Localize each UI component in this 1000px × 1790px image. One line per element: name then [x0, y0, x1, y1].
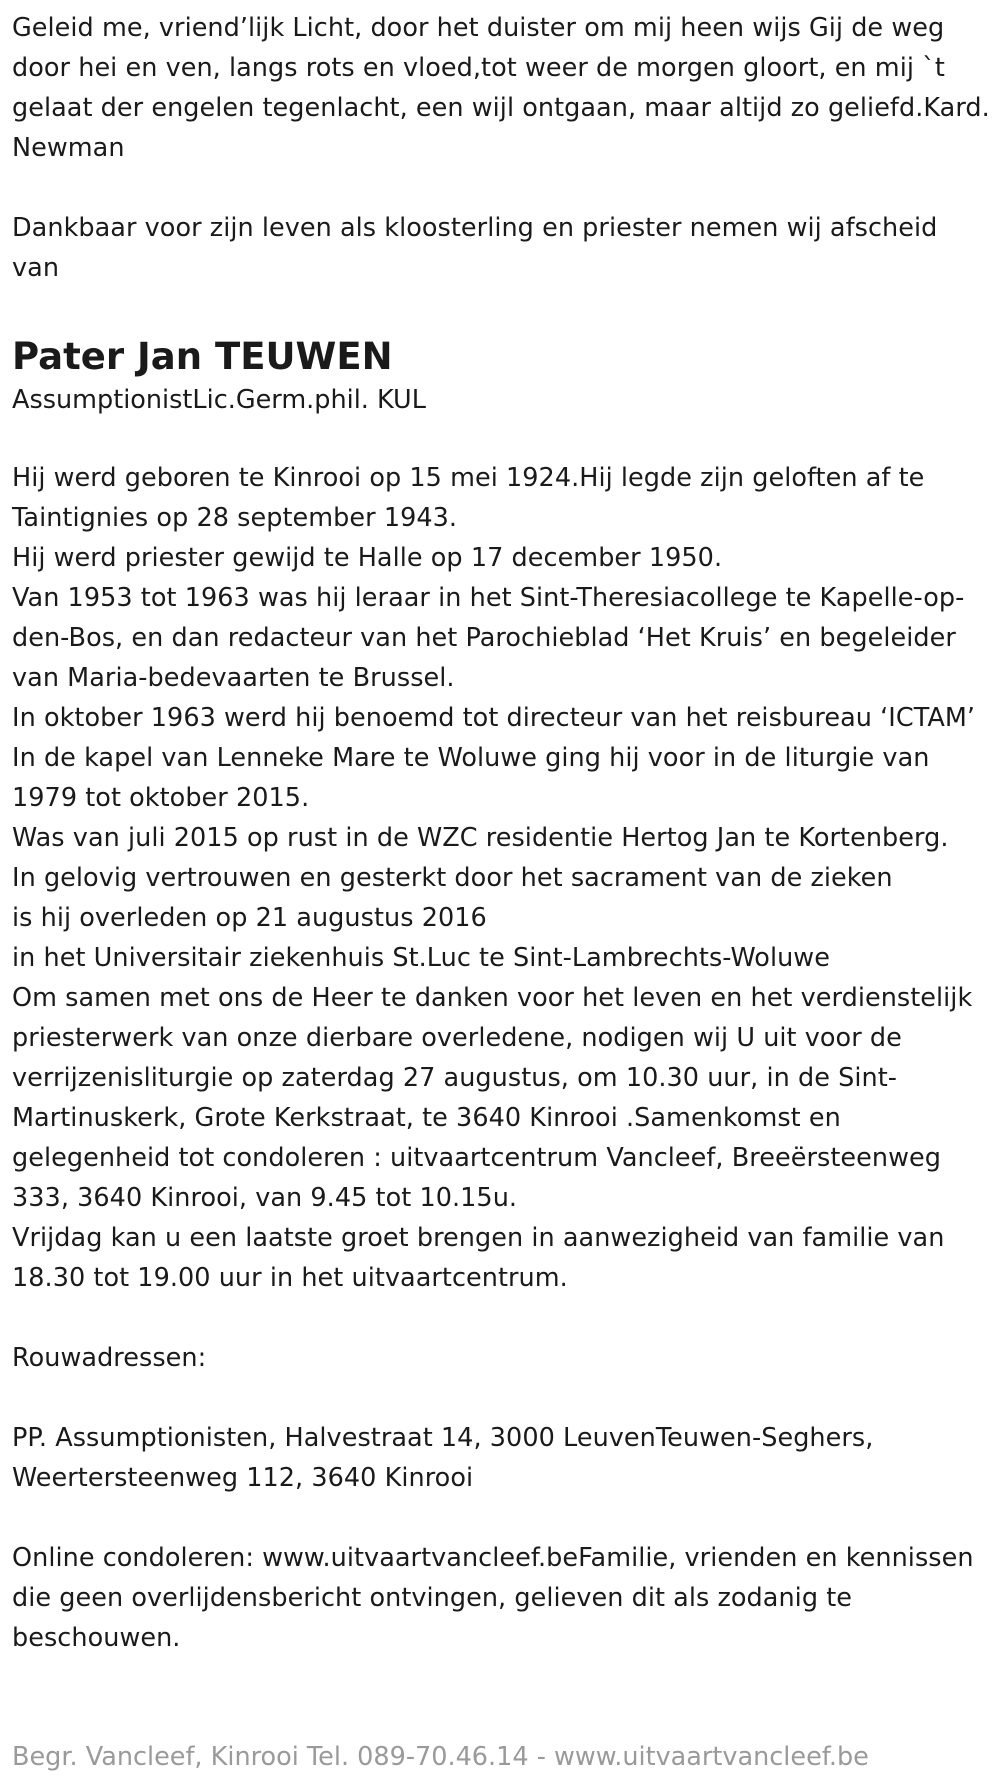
biography: [12, 458, 990, 1298]
bio-line: Hij werd priester gewijd te Halle op 17 december 1950.: [12, 543, 723, 573]
bio-line: is hij overleden op 21 augustus 2016: [12, 903, 487, 933]
intro-paragraph: Dankbaar voor zijn leven als kloosterling en priester nemen wij afscheid van: [12, 213, 938, 283]
bio-line: Was van juli 2015 op rust in de WZC residentie Hertog Jan te Kortenberg.: [12, 823, 949, 853]
bio-line: Hij werd geboren te Kinrooi op 15 mei 1924.Hij legde zijn geloften af te Taintignies op 28 september 1943.: [12, 463, 925, 533]
deceased-name: Pater Jan TEUWEN: [12, 335, 393, 378]
deceased-subtitle: AssumptionistLic.Germ.phil. KUL: [12, 385, 426, 415]
addresses-paragraph: PP. Assumptionisten, Halvestraat 14, 3000 LeuvenTeuwen-Seghers, Weertersteenweg 112, 3640 Kinrooi: [12, 1423, 874, 1493]
bio-line: In oktober 1963 werd hij benoemd tot directeur van het reisbureau ‘ICTAM’: [12, 703, 976, 733]
bio-line: Om samen met ons de Heer te danken voor het leven en het verdienstelijk priesterwerk van onze dierbare overledene, nodigen wij U uit voor de verrijzenisliturgie op zaterdag 27 augustus, om 10.30 uur, in de Sint-Martinuskerk, Grote Kerkstraat, te 3640 Kinrooi .Samenkomst en gelegenheid tot condoleren : uitvaartcentrum Vancleef, Breeërsteenweg 333, 3640 Kinrooi, van 9.45 tot 10.15u.: [12, 983, 973, 1213]
bio-line: Van 1953 tot 1963 was hij leraar in het Sint-Theresiacollege te Kapelle-op-den-Bos, en dan redacteur van het Parochieblad ‘Het Kruis’ en begeleider van Maria-bedevaarten te Brussel.: [12, 583, 965, 693]
bio-line: In de kapel van Lenneke Mare te Woluwe ging hij voor in de liturgie van 1979 tot oktober 2015.: [12, 743, 930, 813]
addresses-heading: Rouwadressen:: [12, 1343, 207, 1373]
bio-line: In gelovig vertrouwen en gesterkt door het sacrament van de zieken: [12, 863, 893, 893]
bio-line: in het Universitair ziekenhuis St.Luc te Sint-Lambrechts-Woluwe: [12, 943, 830, 973]
online-condolences-paragraph: Online condoleren: www.uitvaartvancleef.beFamilie, vrienden en kennissen die geen overlijdensbericht ontvingen, gelieven dit als zodanig te beschouwen.: [12, 1543, 974, 1653]
quote-paragraph: Geleid me, vriend’lijk Licht, door het duister om mij heen wijs Gij de weg door hei en ven, langs rots en vloed,tot weer de morgen gloort, en mij `t gelaat der engelen tegenlacht, een wijl ontgaan, maar altijd zo geliefd.Kard. Newman: [12, 13, 990, 163]
funeral-home-footer: Begr. Vancleef, Kinrooi Tel. 089-70.46.14 - www.uitvaartvancleef.be: [12, 1742, 869, 1772]
bio-line: Vrijdag kan u een laatste groet brengen in aanwezigheid van familie van 18.30 tot 19.00 uur in het uitvaartcentrum.: [12, 1223, 945, 1293]
